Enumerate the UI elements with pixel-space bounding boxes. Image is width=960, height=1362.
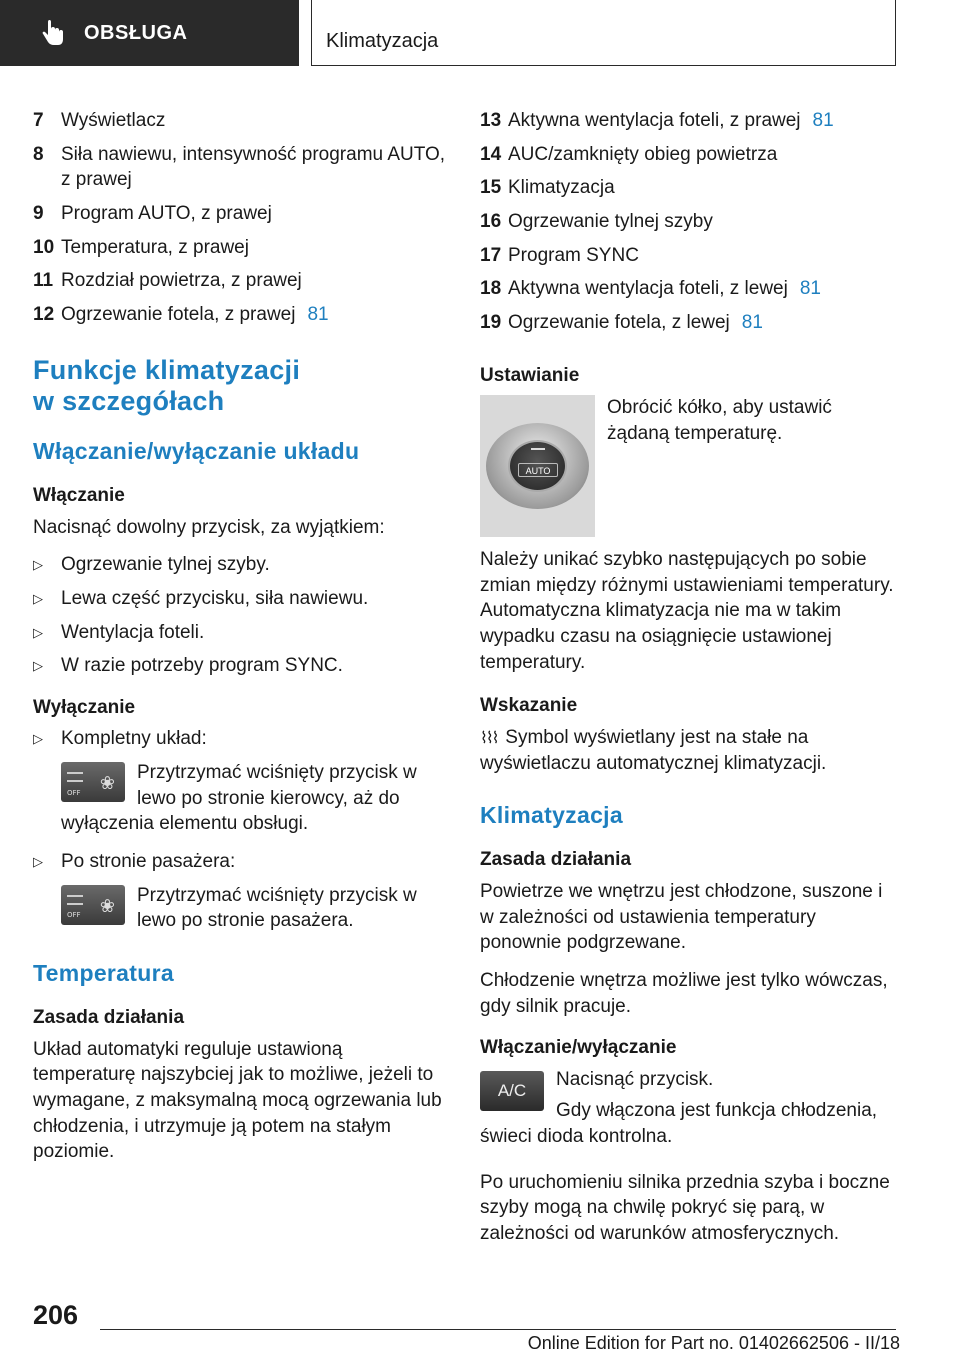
heading-zasada: Zasada działania: [33, 1007, 185, 1029]
off-passenger-detail: [33, 883, 447, 934]
legend-label: Siła nawiewu, intensywność programu AUTO, z prawej: [61, 143, 446, 191]
legend-item: [480, 142, 898, 168]
bullet-item: [33, 620, 447, 646]
legend-label: Temperatura, z prawej: [61, 236, 249, 258]
legend-text: [61, 201, 447, 227]
paragraph-ustawianie: Obrócić kółko, aby ustawić żądaną temperaturę.: [607, 397, 832, 444]
legend-list-left: [33, 108, 447, 327]
legend-item: [33, 235, 447, 261]
bullet-off-passenger: [33, 849, 447, 875]
page-header: [0, 0, 960, 66]
legend-item: [33, 142, 447, 193]
page-number: 206: [33, 1300, 79, 1330]
legend-number: 12: [33, 303, 55, 325]
legend-text: [508, 276, 898, 302]
fan-icon: ❀: [99, 895, 115, 916]
fan-icon: ❀: [99, 773, 115, 794]
legend-text: [508, 243, 898, 269]
airflow-icon: [67, 772, 83, 782]
left-column: [33, 108, 447, 1177]
page-reference-link[interactable]: 81: [812, 110, 834, 131]
legend-label: Aktywna wentylacja foteli, z prawej: [508, 110, 801, 131]
legend-number: 19: [480, 311, 502, 333]
legend-item: [33, 201, 447, 227]
footer-rule: [100, 1329, 896, 1330]
off-label: OFF: [67, 911, 81, 920]
off-complete-detail: [33, 760, 447, 837]
hand-pointer-icon: [38, 18, 68, 48]
legend-text: [61, 268, 447, 294]
legend-number: 10: [33, 236, 55, 258]
heading-zasada-klim: Zasada działania: [480, 849, 632, 871]
legend-number: 14: [480, 143, 502, 165]
legend-label: AUC/zamknięty obieg powietrza: [508, 143, 778, 165]
page-reference-link[interactable]: 81: [799, 278, 821, 300]
legend-number: 18: [480, 278, 502, 300]
bullet-item: [33, 586, 447, 612]
bullet-label: Po stronie pasażera:: [61, 851, 236, 873]
legend-item: [480, 276, 898, 302]
paragraph-klim-3: Po uruchomieniu silnika przednia szyba i boczne szyby mogą na chwilę pokryć się parą, w zależności od warunków atmosferycznych.: [480, 1171, 890, 1244]
legend-text: [508, 209, 898, 235]
heading-ustawianie: Ustawianie: [480, 365, 580, 387]
legend-label: Aktywna wentylacja foteli, z lewej: [508, 278, 788, 300]
section-title: OBSŁUGA: [84, 21, 188, 44]
page-reference-link[interactable]: 81: [307, 303, 329, 325]
ustawianie-block: [480, 395, 898, 537]
legend-label: Ogrzewanie fotela, z lewej: [508, 311, 730, 333]
legend-item: [33, 302, 447, 328]
heat-waves-icon: ⌇⌇⌇: [480, 729, 498, 747]
triangle-bullet-icon: ▷: [33, 854, 43, 870]
airflow-icon: [67, 895, 83, 905]
heading-wlaczanie: Włączanie: [33, 485, 125, 506]
section-tab: [0, 0, 299, 66]
minus-icon: [531, 448, 545, 450]
paragraph-on-intro: Nacisnąć dowolny przycisk, za wyjątkiem:: [33, 516, 385, 538]
legend-text: [61, 142, 447, 193]
ac-button-image: A/C: [480, 1071, 544, 1111]
off-complete-rest: wyłączenia elementu obsługi.: [61, 813, 309, 835]
paragraph-lit: Gdy włączona jest funkcja chłodzenia, świeci dioda kontrolna.: [480, 1100, 878, 1148]
ac-block: [480, 1067, 898, 1150]
legend-number: 9: [33, 202, 44, 224]
legend-label: Wyświetlacz: [61, 110, 166, 131]
section-heading-temperatura: Temperatura: [33, 959, 174, 986]
temperature-knob-image: [480, 395, 595, 537]
bullet-text: Wentylacja foteli.: [61, 621, 205, 643]
legend-item: [480, 108, 898, 134]
legend-number: 7: [33, 110, 44, 131]
auto-label: AUTO: [518, 463, 558, 477]
legend-label: Ogrzewanie fotela, z prawej: [61, 303, 296, 325]
legend-label: Program SYNC: [508, 244, 639, 266]
legend-text: [508, 310, 898, 336]
paragraph-temperatura: Układ automatyki reguluje ustawioną temperaturę najszybciej jak to możliwe, jeżeli to wymagane, z maksymalną mocą ogrzewania lub chłodzenia, i utrzymuje ją potem na stałym poziomie.: [33, 1038, 442, 1163]
legend-number: 8: [33, 143, 44, 165]
off-complete-text: Przytrzymać wciśnięty przycisk w lewo po stronie kierowcy, aż do: [137, 762, 417, 809]
legend-text: [508, 142, 898, 168]
legend-text: [508, 175, 898, 201]
fan-off-button-image: [61, 762, 125, 802]
legend-list-right: [480, 108, 898, 335]
legend-number: 16: [480, 210, 502, 232]
chapter-box: [311, 0, 896, 66]
triangle-bullet-icon: ▷: [33, 624, 43, 640]
legend-label: Ogrzewanie tylnej szyby: [508, 210, 713, 232]
page-reference-link[interactable]: 81: [741, 311, 763, 333]
legend-text: [61, 302, 447, 328]
off-passenger-text: Przytrzymać wciśnięty przycisk w lewo po stronie pasażera.: [137, 884, 417, 932]
triangle-bullet-icon: ▷: [33, 557, 43, 573]
off-label: OFF: [67, 788, 81, 797]
paragraph-klim-2: Chłodzenie wnętrza możliwe jest tylko wówczas, gdy silnik pracuje.: [480, 969, 888, 1017]
bullet-text: Ogrzewanie tylnej szyby.: [61, 554, 270, 576]
bullet-off-complete: [33, 726, 447, 752]
legend-item: [480, 243, 898, 269]
section-heading-funkcje: Funkcje klimatyzacji w szczegółach: [33, 355, 301, 416]
bullet-label: Kompletny układ:: [61, 728, 207, 750]
legend-text: [61, 108, 447, 134]
legend-number: 15: [480, 177, 502, 199]
legend-item: [480, 310, 898, 336]
wskazanie-text: Symbol wyświetlany jest na stałe na wyświetlaczu automatycznej klimatyzacji.: [480, 726, 827, 774]
triangle-bullet-icon: ▷: [33, 658, 43, 674]
section-heading-klimatyzacja: Klimatyzacja: [480, 802, 623, 829]
bullet-text: Lewa część przycisku, siła nawiewu.: [61, 587, 369, 609]
legend-item: [33, 108, 447, 134]
paragraph-wskazanie: [480, 725, 898, 776]
legend-label: Program AUTO, z prawej: [61, 202, 272, 224]
bullet-item: [33, 653, 447, 679]
legend-number: 13: [480, 110, 502, 131]
legend-text: [508, 108, 898, 134]
triangle-bullet-icon: ▷: [33, 731, 43, 747]
chapter-title: Klimatyzacja: [326, 30, 439, 52]
legend-item: [480, 175, 898, 201]
bullet-list-on: [33, 552, 447, 679]
paragraph-ustawianie-note: Należy unikać szybko następujących po sobie zmian między różnymi ustawieniami temperatury. Automatyczna klimatyzacja nie ma w takim wypadku czasu na osiągnięcie ustawionej temperatury.: [480, 549, 894, 673]
triangle-bullet-icon: ▷: [33, 590, 43, 606]
heading-wylaczanie: Wyłączanie: [33, 696, 136, 718]
subsection-heading-onoff: Włączanie/wyłączanie układu: [33, 437, 360, 464]
legend-number: 17: [480, 244, 502, 266]
legend-label: Rozdział powietrza, z prawej: [61, 270, 302, 292]
bullet-item: [33, 552, 447, 578]
legend-item: [480, 209, 898, 235]
legend-text: [61, 235, 447, 261]
legend-item: [33, 268, 447, 294]
paragraph-press: Nacisnąć przycisk.: [556, 1068, 714, 1090]
paragraph-klim-1: Powietrze we wnętrzu jest chłodzone, suszone i w zależności od ustawienia temperatury ponownie podgrzewane.: [480, 880, 883, 954]
legend-number: 11: [33, 270, 54, 292]
right-column: [480, 108, 898, 1259]
fan-off-button-image: [61, 885, 125, 925]
bullet-text: W razie potrzeby program SYNC.: [61, 655, 343, 677]
heading-wskazanie: Wskazanie: [480, 695, 578, 717]
edition-note: Online Edition for Part no. 01402662506 - II/18: [527, 1333, 900, 1353]
heading-onoff-klim: Włączanie/wyłączanie: [480, 1037, 677, 1059]
legend-label: Klimatyzacja: [508, 177, 615, 199]
